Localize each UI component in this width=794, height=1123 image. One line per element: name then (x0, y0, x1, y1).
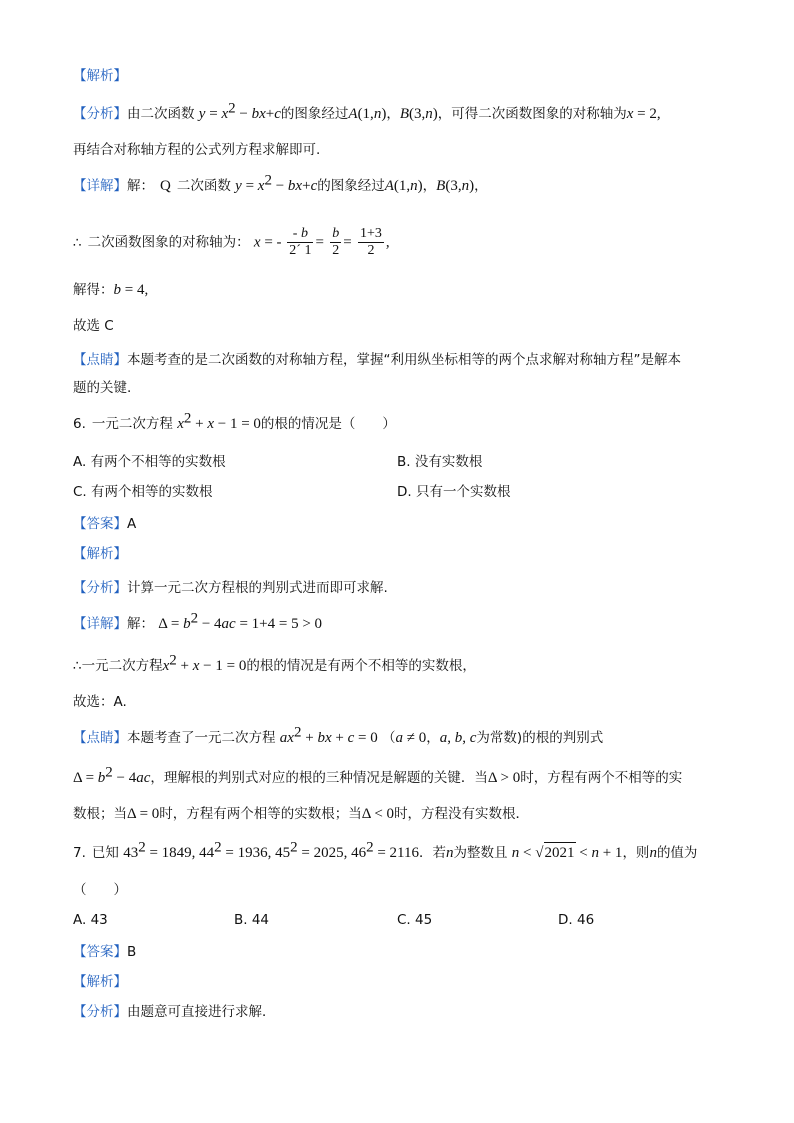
q7-option-d: D. 46 (558, 912, 595, 928)
q6-option-c: C. 有两个相等的实数根 (73, 484, 213, 500)
q6-jiexi-heading: 【解析】 (73, 546, 127, 562)
q7-answer: 【答案】B (73, 944, 137, 960)
q6-option-b: B. 没有实数根 (397, 454, 483, 470)
q7-option-c: C. 45 (397, 912, 433, 928)
q6-guxuan: 故选：A. (73, 694, 127, 710)
q5-dianjing: 【点睛】本题考查的是二次函数的对称轴方程，掌握“利用纵坐标相等的两个点求解对称轴方程”是解本 (73, 352, 681, 368)
q5-dianjing-continued: 题的关键. (73, 380, 132, 396)
q6-dianjing-line3: 数根；当Δ = 0时，方程有两个相等的实数根；当Δ < 0时，方程没有实数根． (73, 806, 530, 822)
q6-answer: 【答案】A (73, 516, 137, 532)
q7-jiexi-heading: 【解析】 (73, 974, 127, 990)
therefore-symbol: ∴ (73, 234, 82, 251)
q6-xiangjie: 【详解】解： $\Delta = b^2 - 4ac = 1+4 = 5 > 0$ (73, 610, 323, 632)
q6-conclusion: ∴一元二次方程$x^2 + x - 1 = 0$的根的情况是有两个不相等的实数根， (73, 652, 476, 674)
q6-dianjing-line2: $\Delta = b^2 - 4ac$，理解根的判别式对应的根的三种情况是解题的关键．当Δ > 0时，方程有两个不相等的实 (73, 764, 683, 786)
q5-jiede: 解得：b = 4, (73, 282, 149, 298)
q5-fenxi: 【分析】由二次函数 $y = x^2 - bx+c$的图象经过A(1,n)，B(3,n)，可得二次函数图象的对称轴为x = 2, (73, 100, 661, 122)
q6-fenxi: 【分析】计算一元二次方程根的判别式进而即可求解. (73, 580, 388, 596)
q7-stem: 7. 已知 $43^2 = 1849$, $44^2 = 1936$, $45^2 = 2025$, $46^2 = 2116$．若n为整数且 n < √2021 < n + 1，则n的值为 (73, 839, 698, 861)
because-symbol: Q (160, 178, 171, 194)
q7-fenxi: 【分析】由题意可直接进行求解． (73, 1004, 276, 1020)
q7-option-b: B. 44 (234, 912, 270, 928)
q7-option-a: A. 43 (73, 912, 108, 928)
q5-jiexi-heading: 【解析】 (73, 68, 127, 84)
q5-xiangjie: 【详解】解： Q 二次函数 $y = x^2 - bx+c$的图象经过A(1,n)，B(3,n)， (73, 172, 488, 194)
q6-stem: 6. 一元二次方程 $x^2 + x - 1 = 0$的根的情况是（ ） (73, 410, 396, 432)
q6-dianjing: 【点睛】本题考查了一元二次方程 $ax^2$ + bx + c = 0 （a ≠ 0，a, b, c为常数)的根的判别式 (73, 724, 604, 746)
q6-option-a: A. 有两个不相等的实数根 (73, 454, 226, 470)
q5-guxuan: 故选 C (73, 318, 114, 334)
q5-axis-formula: ∴ 二次函数图象的对称轴为： x = - $\frac{- b}{2´ 1}$ = $\frac{b}{2}$ = $\frac{1+3}{2}$ , (73, 226, 390, 258)
q5-fenxi-continued: 再结合对称轴方程的公式列方程求解即可. (73, 142, 321, 158)
q6-option-d: D. 只有一个实数根 (397, 484, 511, 500)
q7-paren: （ ） (73, 882, 127, 898)
